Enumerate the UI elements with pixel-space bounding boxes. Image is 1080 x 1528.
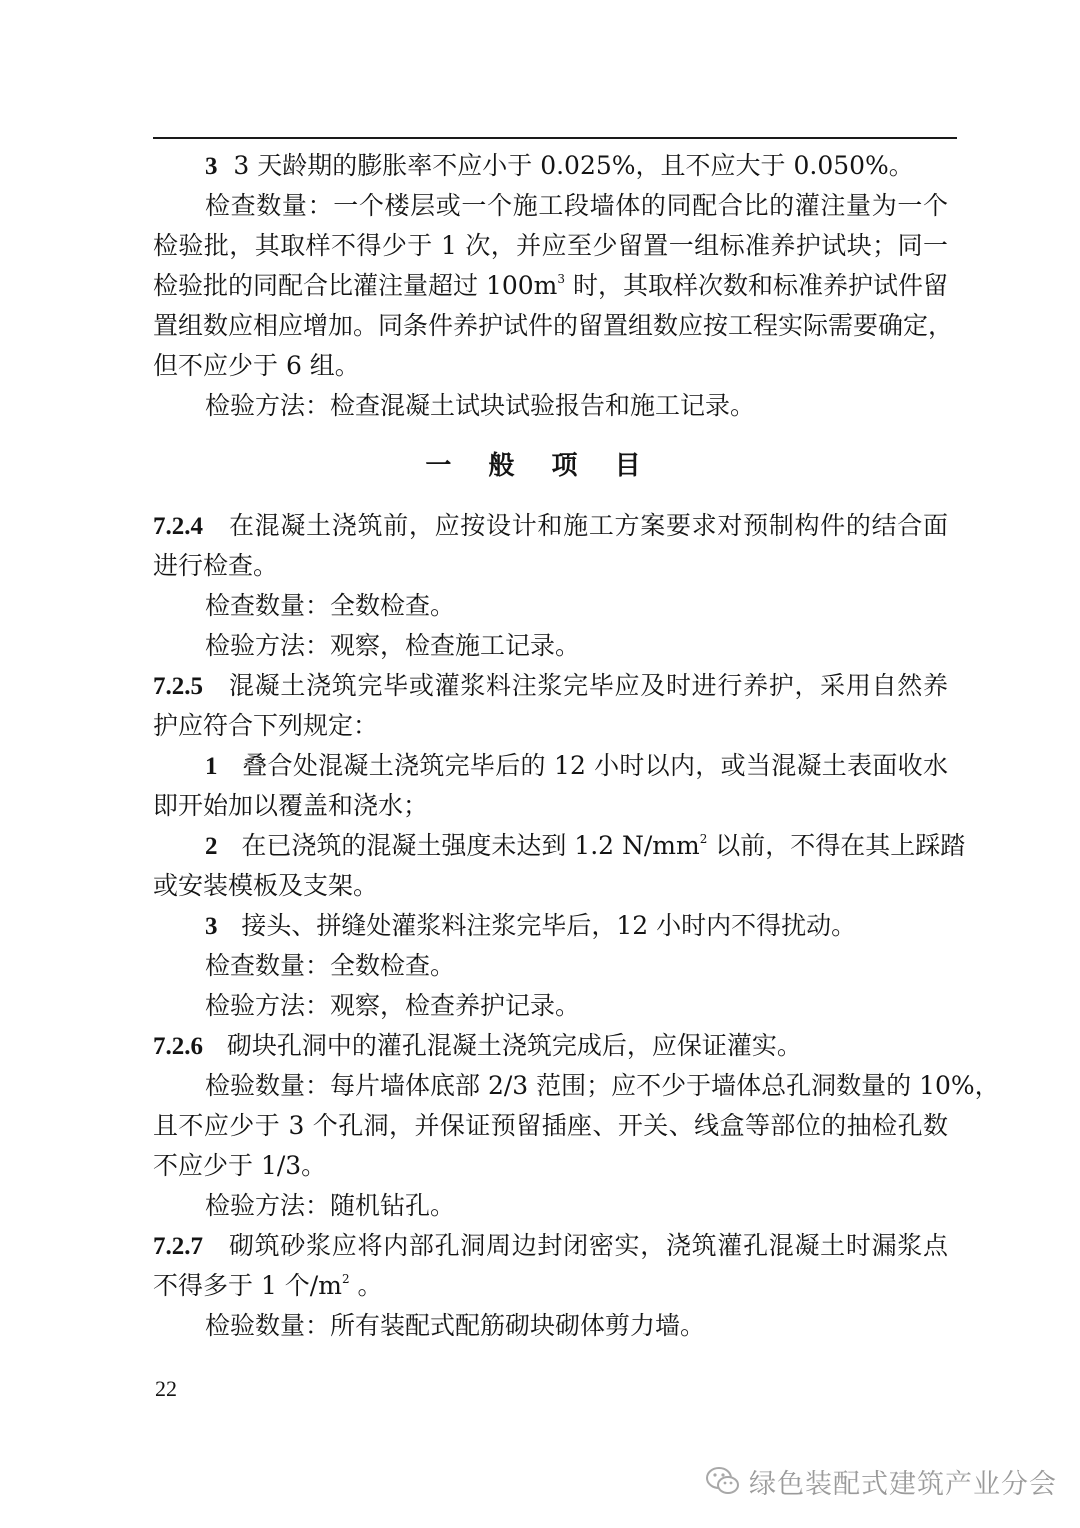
text-line: 检查数量：一个楼层或一个施工段墙体的同配合比的灌注量为一个 [205, 191, 948, 220]
text-line: 检验方法：观察，检查施工记录。 [205, 631, 581, 660]
text-line: 3 接头、拼缝处灌浆料注浆完毕后，12 小时内不得扰动。 [205, 911, 857, 940]
wechat-icon [705, 1466, 741, 1496]
item-number: 2 [205, 833, 218, 860]
text-line: 不得多于 1 个$/m^2$ 。 [153, 1271, 383, 1300]
watermark-text: 绿色装配式建筑产业分会 [749, 1468, 1057, 1500]
clause-number: 7.2.4 [153, 513, 203, 540]
clause-number: 7.2.6 [153, 1033, 203, 1060]
text-line: 检验批的同配合比灌注量超过 $100m^3$ 时，其取样次数和标准养护试件留 [153, 271, 948, 300]
page-number: 22 [155, 1376, 177, 1401]
top-rule [153, 137, 957, 139]
text-line: 护应符合下列规定： [153, 711, 379, 740]
section-heading: 一 般 项 目 [425, 451, 655, 481]
text-line: 进行检查。 [153, 551, 279, 580]
text-line: 即开始加以覆盖和浇水； [153, 791, 429, 820]
item-number: 3 [205, 153, 218, 180]
text-line: 置组数应相应增加。同条件养护试件的留置组数应按工程实际需要确定， [153, 311, 954, 340]
text-line: 检查数量：全数检查。 [205, 591, 456, 620]
text-line: 检验数量：每片墙体底部 2/3 范围；应不少于墙体总孔洞数量的 10%， [205, 1071, 1000, 1100]
text-line: 7.2.7 砌筑砂浆应将内部孔洞周边封闭密实，浇筑灌孔混凝土时漏浆点 [153, 1231, 948, 1260]
item-number: 1 [205, 753, 218, 780]
text-line: 检查数量：全数检查。 [205, 951, 456, 980]
clause-number: 7.2.7 [153, 1233, 203, 1260]
text-line: 7.2.6 砌块孔洞中的灌孔混凝土浇筑完成后，应保证灌实。 [153, 1031, 802, 1060]
text-line: 7.2.4 在混凝土浇筑前，应按设计和施工方案要求对预制构件的结合面 [153, 511, 948, 540]
item-number: 3 [205, 913, 218, 940]
text-line: 检验批，其取样不得少于 1 次，并应至少留置一组标准养护试块；同一 [153, 231, 948, 260]
text-line: 检验方法：随机钻孔。 [205, 1191, 456, 1220]
text-line: 检验方法：检查混凝土试块试验报告和施工记录。 [205, 391, 756, 420]
text-line: 或安装模板及支架。 [153, 871, 379, 900]
text-line: 检验方法：观察，检查养护记录。 [205, 991, 581, 1020]
clause-number: 7.2.5 [153, 673, 203, 700]
text-line: 3 3 天龄期的膨胀率不应小于 0.025%，且不应大于 0.050%。 [205, 151, 914, 180]
text-line: 7.2.5 混凝土浇筑完毕或灌浆料注浆完毕应及时进行养护，采用自然养 [153, 671, 948, 700]
text-line: 但不应少于 6 组。 [153, 351, 360, 380]
text-line: 检验数量：所有装配式配筋砌块砌体剪力墙。 [205, 1311, 706, 1340]
text-line: 2 在已浇筑的混凝土强度未达到 1.2 $N/mm^2$ 以前，不得在其上踩踏 [205, 831, 966, 860]
text-line: 且不应少于 3 个孔洞，并保证预留插座、开关、线盒等部位的抽检孔数 [153, 1111, 948, 1140]
text-line: 1 叠合处混凝土浇筑完毕后的 12 小时以内，或当混凝土表面收水 [205, 751, 948, 780]
watermark [705, 1461, 1057, 1501]
text-line: 不应少于 1/3。 [153, 1151, 327, 1180]
